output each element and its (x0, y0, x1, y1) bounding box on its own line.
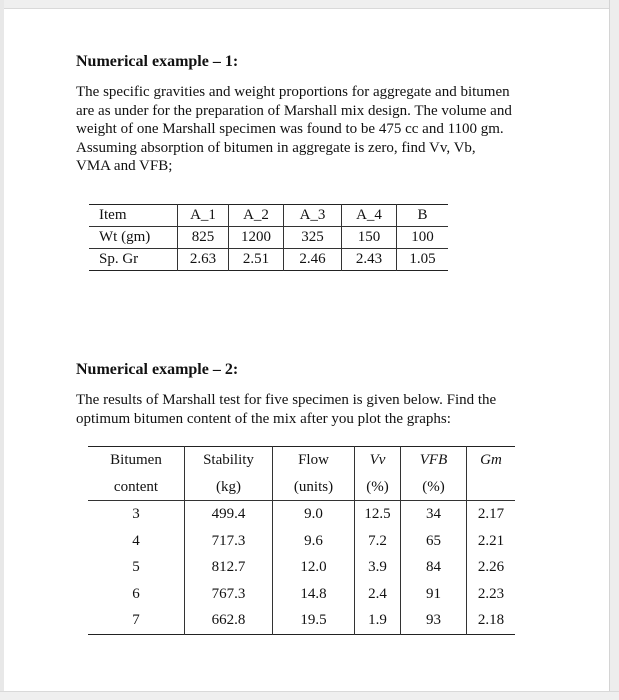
table-cell: 2.63 (178, 249, 229, 271)
table-row (89, 227, 448, 249)
table-cell: 4 (132, 532, 140, 549)
scrollbar-track[interactable] (609, 0, 619, 700)
table-cell: 2.51 (229, 249, 284, 271)
table-header-row (88, 474, 515, 501)
table-header-cell: A_3 (284, 205, 342, 227)
table-header-cell: A_1 (178, 205, 229, 227)
text-line: Assuming absorption of bitumen in aggregate is zero, find Vv, Vb, (76, 139, 476, 156)
table-cell: 1.9 (355, 607, 401, 634)
table-cell: 3.9 (355, 554, 401, 581)
table-cell: 662.8 (185, 607, 273, 634)
example-1-description (76, 83, 512, 176)
table-cell: 65 (401, 528, 467, 555)
window-left-edge (0, 0, 4, 700)
table-header-cell: Vv (355, 447, 401, 474)
window-bottom-edge (0, 691, 619, 700)
table-header-cell: Item (99, 207, 127, 223)
table-cell: 84 (401, 554, 467, 581)
table-cell: 2.23 (467, 581, 516, 608)
table-row (88, 528, 515, 555)
table-cell: 100 (397, 227, 449, 249)
example-2-title: Numerical example – 2: (76, 361, 239, 378)
table-header-cell (467, 474, 516, 501)
table-row (88, 554, 515, 581)
table-cell: 12.5 (355, 501, 401, 528)
table-cell: 7.2 (355, 528, 401, 555)
table-header-cell: (units) (273, 474, 355, 501)
table-header-row (89, 205, 448, 227)
text-line: The specific gravities and weight proportions for aggregate and bitumen (76, 84, 510, 100)
table-row (88, 581, 515, 608)
table-cell: 2.21 (467, 528, 516, 555)
table-header-cell: Gm (467, 447, 516, 474)
table-cell: 2.43 (342, 249, 397, 271)
table-header-cell: VFB (401, 447, 467, 474)
table-cell: 2.18 (467, 607, 516, 634)
table-cell: 34 (401, 501, 467, 528)
aggregate-properties-table (89, 204, 448, 271)
table-cell: 325 (284, 227, 342, 249)
table-cell: 3 (88, 501, 185, 528)
table-cell: 2.4 (355, 581, 401, 608)
example-2-description (76, 391, 496, 428)
text-line: VMA and VFB; (76, 158, 173, 174)
table-header-cell: (kg) (185, 474, 273, 501)
table-header-cell: (%) (355, 474, 401, 501)
example-1-title: Numerical example – 1: (76, 53, 239, 70)
table-cell: 2.17 (467, 501, 516, 528)
table-row (88, 501, 515, 528)
text-line: weight of one Marshall specimen was found to be 475 cc and 1100 gm. (76, 121, 504, 137)
table-cell: 14.8 (273, 581, 355, 608)
table-cell: 767.3 (185, 581, 273, 608)
table-cell: 812.7 (185, 554, 273, 581)
table-cell: 93 (401, 607, 467, 634)
table-cell: 499.4 (185, 501, 273, 528)
table-cell: 1.05 (397, 249, 449, 271)
marshall-test-results-table (88, 446, 515, 635)
table-cell: 9.0 (273, 501, 355, 528)
text-line: The results of Marshall test for five specimen is given below. Find the (76, 392, 497, 408)
table-header-cell: content (113, 478, 159, 495)
table-cell: 825 (178, 227, 229, 249)
table-header-cell: (%) (401, 474, 467, 501)
table-header-cell: A_4 (342, 205, 397, 227)
table-cell: 6 (132, 585, 140, 602)
table-cell: 1200 (229, 227, 284, 249)
table-header-cell: Flow (273, 447, 355, 474)
table-header-cell: Stability (185, 447, 273, 474)
text-line: optimum bitumen content of the mix after you plot the graphs: (76, 410, 451, 427)
table-cell: Wt (gm) (89, 227, 178, 249)
table-cell: 150 (342, 227, 397, 249)
table-header-cell: A_2 (229, 205, 284, 227)
text-line: are as under for the preparation of Marshall mix design. The volume and (76, 102, 512, 119)
table-header-cell: B (397, 205, 449, 227)
table-cell: 7 (132, 612, 140, 628)
table-cell: 5 (132, 559, 140, 575)
table-cell: 9.6 (273, 528, 355, 555)
table-cell: 12.0 (273, 554, 355, 581)
table-cell: 2.26 (467, 554, 516, 581)
table-cell: 91 (401, 581, 467, 608)
table-header-row (88, 447, 515, 474)
table-cell: Sp. Gr (89, 249, 178, 271)
table-cell: 2.46 (284, 249, 342, 271)
table-header-cell: Bitumen (110, 452, 162, 468)
table-cell: 19.5 (273, 607, 355, 634)
table-row (88, 607, 515, 634)
table-cell: 717.3 (185, 528, 273, 555)
table-row (89, 249, 448, 271)
window-top-edge (0, 0, 619, 9)
